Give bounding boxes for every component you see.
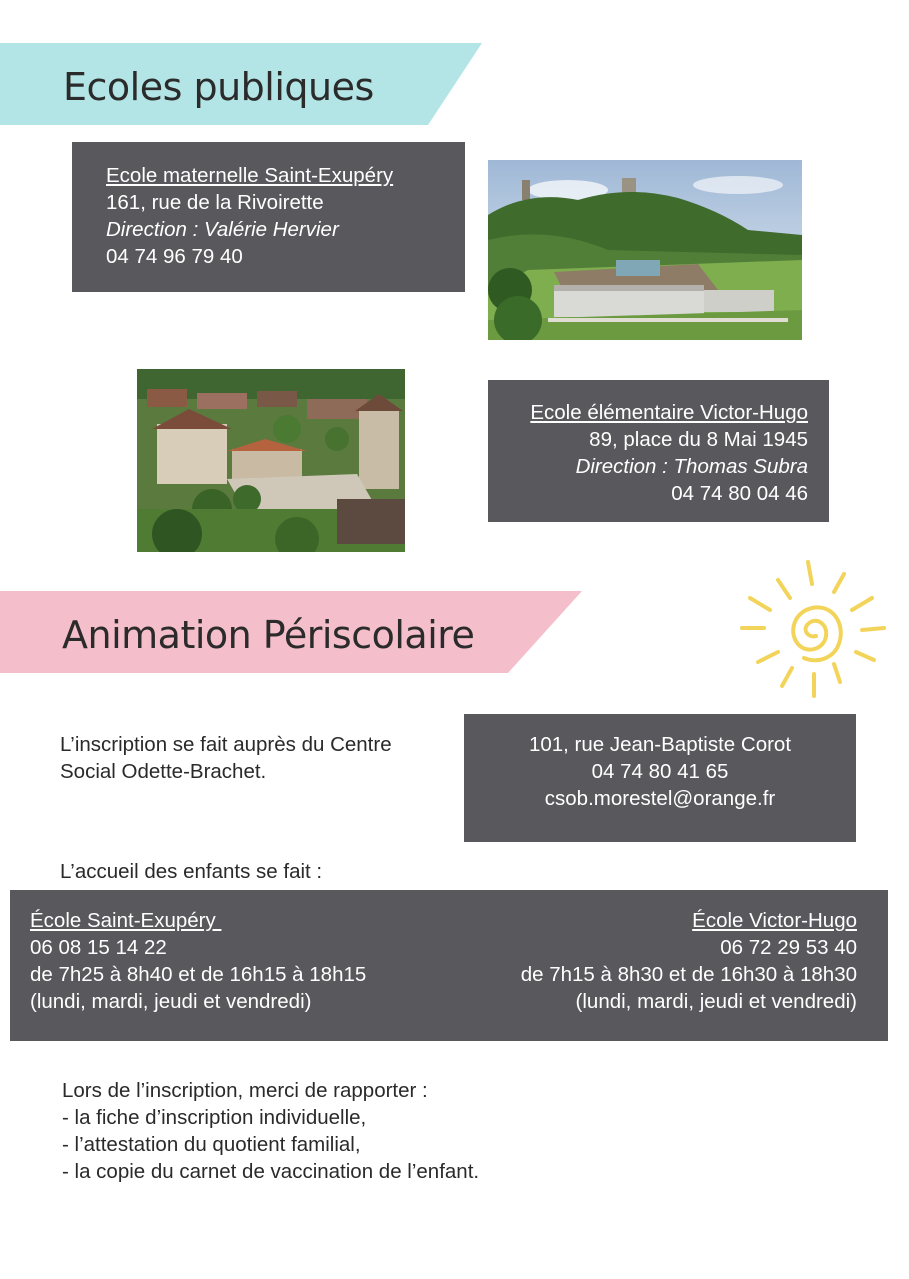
accueil-left-hours: de 7h25 à 8h40 et de 16h15 à 18h15: [30, 963, 367, 986]
accueil-left-phone: 06 08 15 14 22: [30, 936, 167, 959]
sun-icon: [736, 558, 888, 700]
accueil-left-name: École Saint-Exupéry: [30, 909, 222, 932]
banner-animation-periscolaire: [0, 591, 582, 673]
accueil-left: [30, 907, 366, 1015]
school-maternelle-box: [72, 142, 465, 292]
accueil-right-days: (lundi, mardi, jeudi et vendredi): [575, 990, 857, 1013]
school-maternelle-address: 161, rue de la Rivoirette: [106, 191, 324, 214]
accueil-left-days: (lundi, mardi, jeudi et vendredi): [30, 990, 312, 1013]
centre-email: csob.morestel@orange.fr: [544, 787, 776, 810]
section-title-animation: Animation Périscolaire: [62, 613, 475, 657]
school-maternelle-direction: Direction : Valérie Hervier: [106, 218, 339, 241]
school-maternelle-phone: 04 74 96 79 40: [106, 245, 243, 268]
accueil-intro: L’accueil des enfants se fait :: [60, 860, 323, 883]
accueil-right-phone: 06 72 29 53 40: [720, 936, 857, 959]
centre-address: 101, rue Jean-Baptiste Corot: [528, 733, 792, 756]
inscription-line-2: Social Odette-Brachet.: [60, 760, 267, 783]
accueil-right-name: École Victor-Hugo: [692, 909, 857, 932]
school-elementaire-box: [488, 380, 829, 522]
section-title-ecoles: Ecoles publiques: [63, 65, 374, 109]
inscription-text: [60, 731, 392, 785]
accueil-box: [10, 890, 888, 1041]
inscription-line-1: L’inscription se fait auprès du Centre: [60, 733, 392, 756]
centre-social-box: [464, 714, 856, 842]
accueil-right: [521, 907, 857, 1015]
documents-list: [62, 1077, 479, 1185]
documents-intro: Lors de l’inscription, merci de rapporter :: [62, 1079, 428, 1102]
school-elementaire-photo: [137, 369, 405, 552]
documents-item: - la fiche d’inscription individuelle,: [62, 1106, 367, 1129]
school-elementaire-address: 89, place du 8 Mai 1945: [589, 428, 808, 451]
school-elementaire-phone: 04 74 80 04 46: [671, 482, 808, 505]
school-elementaire-name: Ecole élémentaire Victor-Hugo: [530, 401, 808, 424]
school-elementaire-direction: Direction : Thomas Subra: [575, 455, 808, 478]
documents-item: - la copie du carnet de vaccination de l’enfant.: [62, 1160, 480, 1183]
accueil-right-hours: de 7h15 à 8h30 et de 16h30 à 18h30: [520, 963, 857, 986]
centre-phone: 04 74 80 41 65: [591, 760, 729, 783]
school-maternelle-name: Ecole maternelle Saint-Exupéry: [106, 164, 394, 187]
banner-ecoles-publiques: [0, 43, 482, 125]
school-maternelle-photo: [488, 160, 802, 340]
documents-item: - l’attestation du quotient familial,: [62, 1133, 361, 1156]
